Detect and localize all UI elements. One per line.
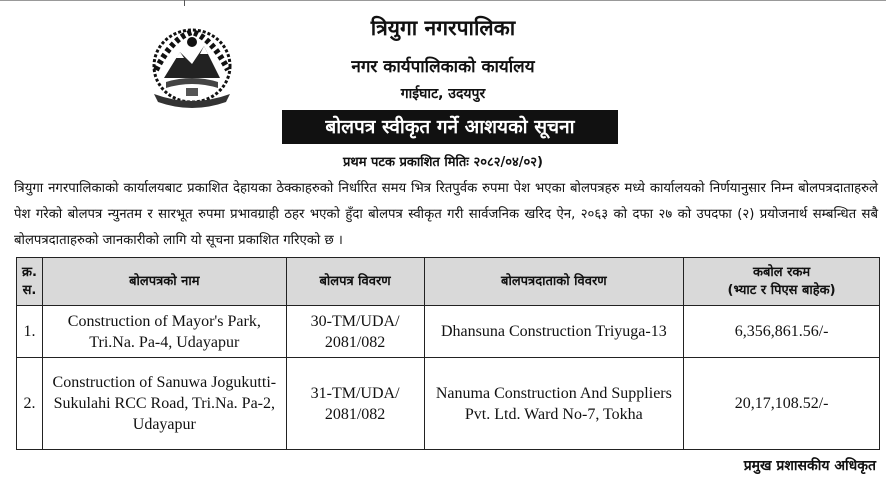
header-bid-detail: बोलपत्र विवरण bbox=[286, 258, 424, 306]
header-amount bbox=[684, 258, 880, 306]
row-amount: 20,17,108.52/- bbox=[684, 358, 880, 450]
top-rule bbox=[0, 0, 886, 3]
header-amount-line2: (भ्याट र पिएस बाहेक) bbox=[727, 282, 836, 298]
row-bidder: Nanuma Construction And Suppliers Pvt. Ltd. Ward No-7, Tokha bbox=[424, 358, 684, 450]
header-bid-name: बोलपत्रको नाम bbox=[42, 258, 286, 306]
signature-title: प्रमुख प्रशासकीय अधिकृत bbox=[743, 458, 876, 474]
office-name: नगर कार्यपालिकाको कार्यालय bbox=[351, 57, 535, 77]
row-bid-name: Construction of Mayor's Park, Tri.Na. Pa-4, Udayapur bbox=[42, 306, 286, 358]
bid-table bbox=[16, 257, 880, 450]
row-sn: 2. bbox=[17, 358, 43, 450]
header-amount-line1: कबोल रकम bbox=[752, 264, 811, 280]
municipality-name: त्रियुगा नगरपालिका bbox=[370, 16, 516, 40]
row-bidder: Dhansuna Construction Triyuga-13 bbox=[424, 306, 684, 358]
row-sn: 1. bbox=[17, 306, 43, 358]
notice-title: बोलपत्र स्वीकृत गर्ने आशयको सूचना bbox=[282, 110, 618, 144]
office-location: गाईघाट, उदयपुर bbox=[400, 86, 486, 102]
published-date: प्रथम पटक प्रकाशित मितिः २०८२/०४/०२) bbox=[343, 155, 543, 170]
notice-paragraph: त्रियुगा नगरपालिकाको कार्यालयबाट प्रकाशित देहायका ठेक्काहरुको निर्धारित समय भित्र रितपुर्वक रुपमा पेश भएका बोलपत्रहरु मध्ये कार्यालयको निर्णयानुसार निम्न बोलपत्रदाताहरुले पेश गरेको बोलपत्र न्युनतम र सारभूत रुपमा प्रभावग्राही ठहर भएको हुँदा बोलपत्र स्वीकृत गरी सार्वजनिक खरिद ऐन, २०६३ को दफा २७ को उपदफा (२) प्रयोजनार्थ सम्बन्धित सबै बोलपत्रदाताहरुको जानकारीको लागि यो सूचना प्रकाशित गरिएको छ । bbox=[14, 181, 878, 248]
table-row bbox=[17, 358, 880, 450]
header-sn: क्र. स. bbox=[17, 258, 43, 306]
header-bidder: बोलपत्रदाताको विवरण bbox=[424, 258, 684, 306]
row-amount: 6,356,861.56/- bbox=[684, 306, 880, 358]
row-bid-number: 30-TM/UDA/ 2081/082 bbox=[286, 306, 424, 358]
table-row bbox=[17, 306, 880, 358]
row-bid-name: Construction of Sanuwa Jogukutti-Sukulahi RCC Road, Tri.Na. Pa-2, Udayapur bbox=[42, 358, 286, 450]
row-bid-number: 31-TM/UDA/ 2081/082 bbox=[286, 358, 424, 450]
table-header-row bbox=[17, 258, 880, 306]
